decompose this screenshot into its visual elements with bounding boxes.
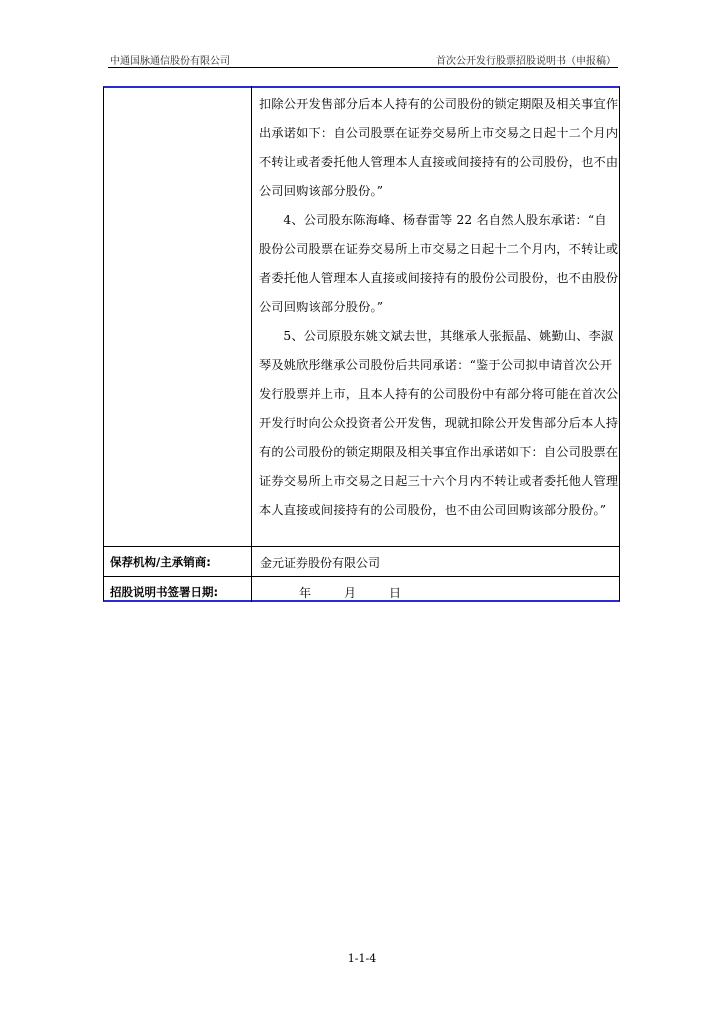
page-number: 1-1-4: [347, 952, 377, 965]
header-company-name: 中通国脉通信股份有限公司: [110, 56, 230, 67]
commitment-continued-paragraph: 扣除公开发售部分后本人持有的公司股份的锁定期限及相关事宜作出承诺如下：自公司股票在证券交易所上市交易之日起十二个月内不转让或者委托他人管理本人直接或间接持有的公司股份，也不由公司回购该部分股份。”: [259, 97, 619, 198]
header-document-title: 首次公开发行股票招股说明书（申报稿）: [436, 56, 616, 67]
table-row-divider: [103, 546, 620, 547]
sign-date-month: 月: [344, 586, 357, 600]
page-header: [108, 50, 618, 68]
commitment-cell: [259, 90, 619, 525]
table-column-divider: [251, 86, 252, 602]
sponsor-label: 保荐机构/主承销商:: [110, 555, 211, 569]
commitment-item-4: 4、公司股东陈海峰、杨春雷等 22 名自然人股东承诺：“自股份公司股票在证券交易所上市交易之日起十二个月内，不转让或者委托他人管理本人直接或间接持有的股份公司股份，也不由股份公司回购该部分股份。”: [259, 213, 619, 314]
sign-date-year: 年: [299, 586, 312, 600]
commitment-item-5: 5、公司原股东姚文斌去世，其继承人张振晶、姚勤山、李淑琴及姚欣彤继承公司股份后共同承诺：“鉴于公司拟申请首次公开发行股票并上市，且本人持有的公司股份中有部分将可能在首次公开发行时向公众投资者公开发售，现就扣除公开发售部分后本人持有的公司股份的锁定期限及相关事宜作出承诺如下：自公司股票在证券交易所上市交易之日起三十六个月内不转让或者委托他人管理本人直接或间接持有的公司股份，也不由公司回购该部分股份。”: [259, 329, 619, 517]
sponsor-value: 金元证券股份有限公司: [260, 556, 381, 570]
sign-date-label: 招股说明书签署日期:: [110, 585, 219, 599]
table-row-divider: [103, 576, 620, 577]
sign-date-day: 日: [389, 586, 402, 600]
